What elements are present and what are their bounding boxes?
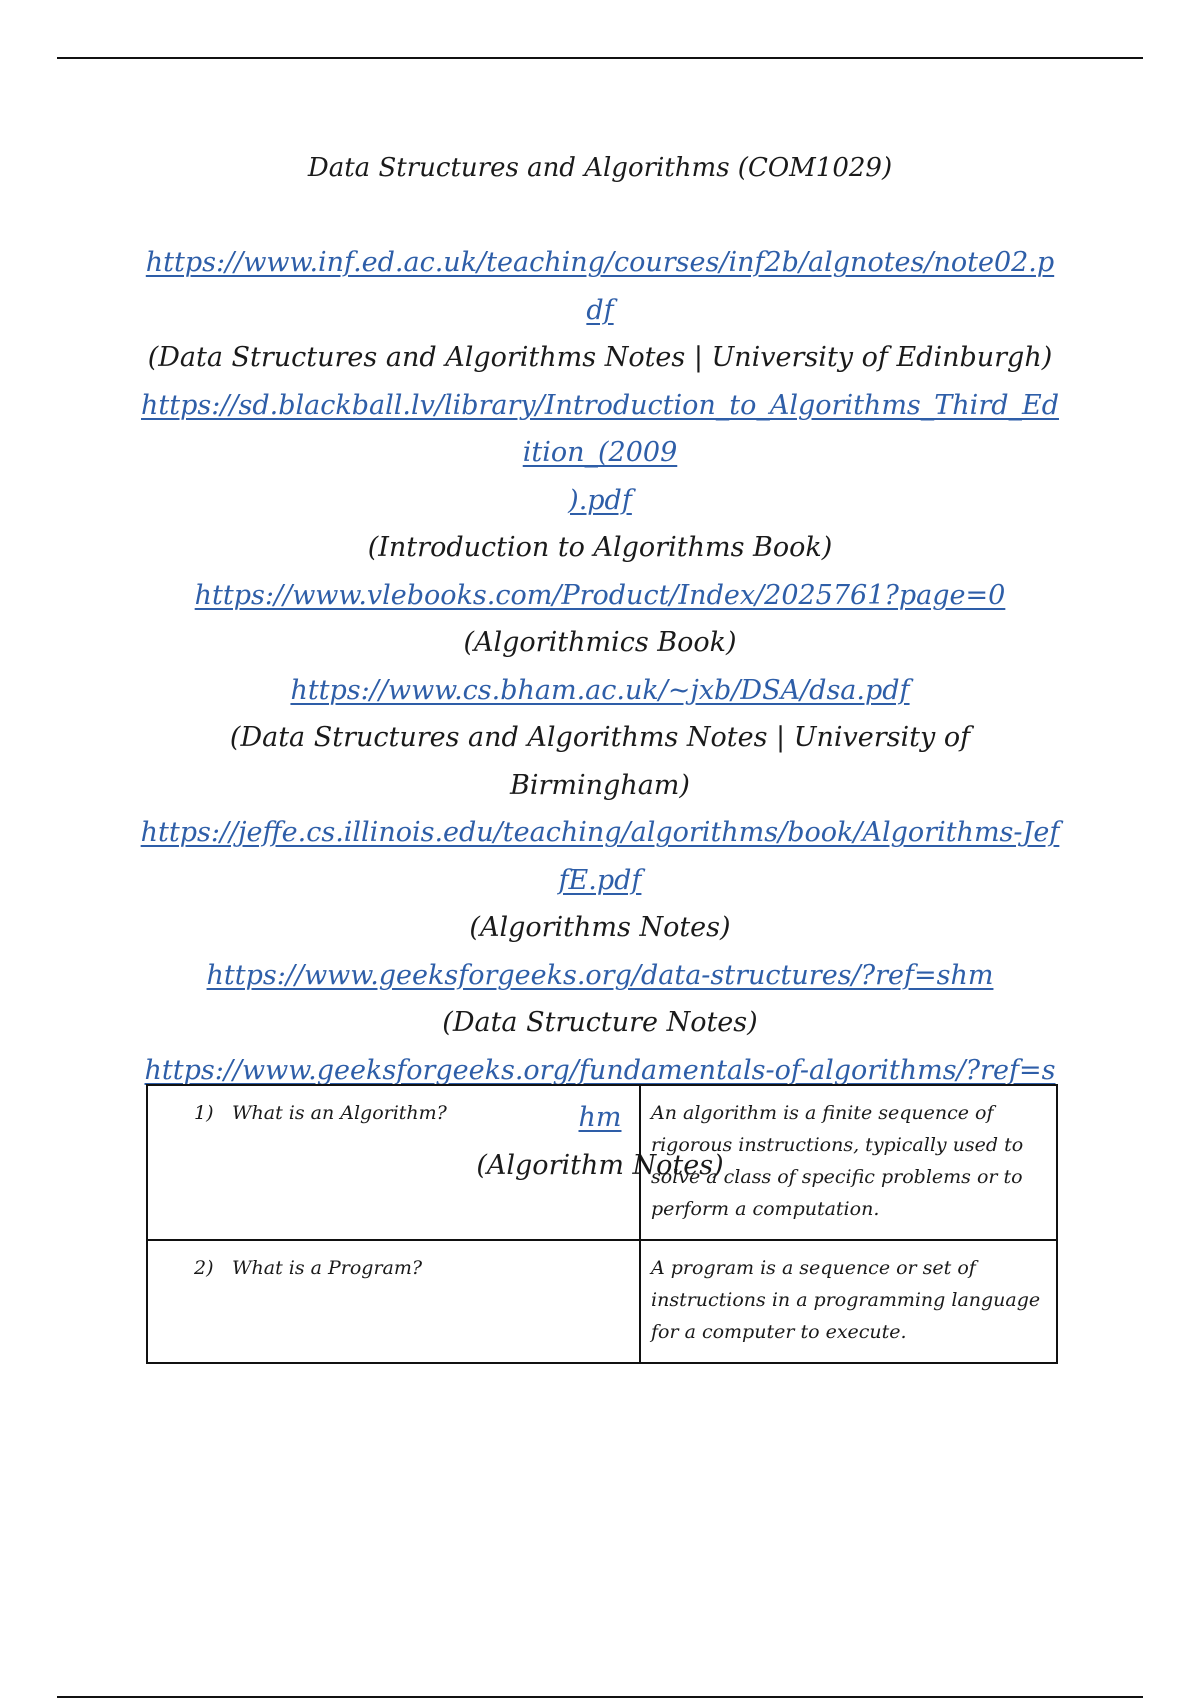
reference-description: (Algorithmics Book) [463,627,737,658]
question-cell [147,1085,640,1240]
reference-description: (Algorithms Notes) [469,912,731,943]
top-rule [57,57,1143,59]
question-number: 1) [194,1102,214,1124]
reference-link-part: https://sd.blackball.lv/library/Introduction_to_Algorithms_Third_Edition_(2009 [141,389,1059,468]
reference-description: (Data Structures and Algorithms Notes | University of Edinburgh) [147,342,1053,373]
question-text: What is a Program? [232,1257,423,1279]
reference-item [140,572,1060,620]
answer-cell: A program is a sequence or set of instructions in a programming language for a computer to execute. [640,1240,1057,1363]
reference-link-gfg-data-structures[interactable]: https://www.geeksforgeeks.org/data-structures/?ref=shm [206,959,994,991]
table-row [147,1085,1057,1240]
reference-list [140,239,1060,1189]
reference-item [140,667,1060,715]
table-row [147,1240,1057,1363]
reference-link-edinburgh[interactable]: https://www.inf.ed.ac.uk/teaching/courses/inf2b/algnotes/note02.pdf [145,247,1055,326]
question-text: What is an Algorithm? [232,1102,447,1124]
reference-link-part: ).pdf [568,484,632,516]
reference-item [140,809,1060,904]
document-title: Data Structures and Algorithms (COM1029) [307,153,893,183]
reference-item [140,382,1060,525]
reference-link-vlebooks[interactable]: https://www.vlebooks.com/Product/Index/2025761?page=0 [194,579,1006,611]
reference-description: (Data Structure Notes) [442,1007,758,1038]
reference-item [140,239,1060,334]
reference-description: (Algorithm Notes) [476,1149,724,1181]
question-cell [147,1240,640,1363]
reference-link-jeffe[interactable]: https://jeffe.cs.illinois.edu/teaching/algorithms/book/Algorithms-JeffE.pdf [140,817,1060,896]
answer-cell: An algorithm is a finite sequence of rigorous instructions, typically used to solve a class of specific problems or to perform a computation. [640,1085,1057,1240]
qa-table [146,1084,1058,1364]
reference-link-birmingham[interactable]: https://www.cs.bham.ac.uk/~jxb/DSA/dsa.pdf [290,674,910,706]
reference-description: (Data Structures and Algorithms Notes | University of Birmingham) [229,722,971,801]
reference-link-intro-algorithms[interactable] [141,390,1059,516]
question-number: 2) [194,1257,214,1279]
reference-description: (Introduction to Algorithms Book) [367,532,833,563]
reference-item [140,952,1060,1000]
bottom-rule [57,1696,1143,1698]
reference-link-gfg-algorithms[interactable]: https://www.geeksforgeeks.org/fundamentals-of-algorithms/?ref=shm [144,1054,1056,1133]
